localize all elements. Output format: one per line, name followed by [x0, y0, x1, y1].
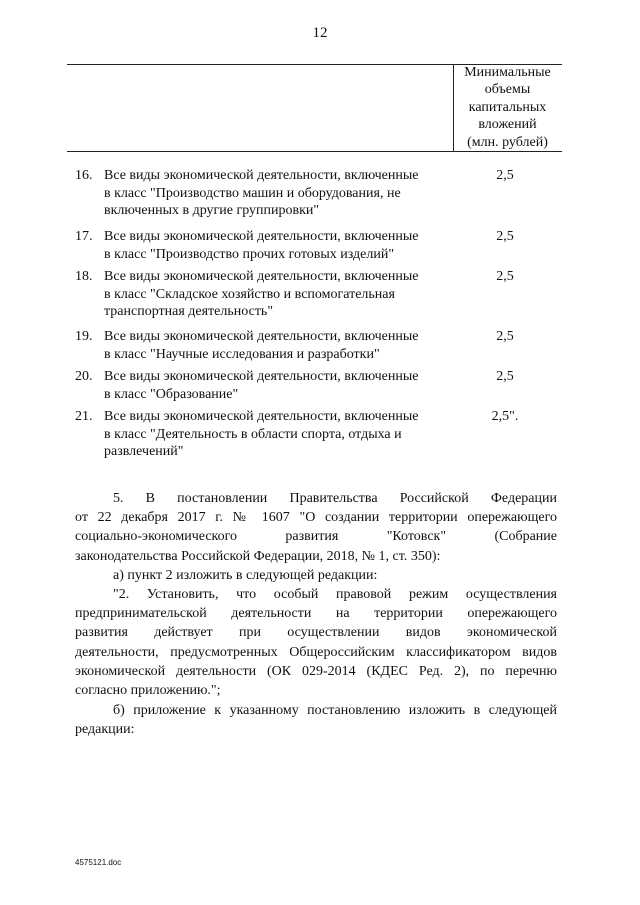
row-value: 2,5 — [496, 269, 514, 284]
row-value: 2,5 — [496, 329, 514, 344]
row-number: 16. — [75, 168, 93, 183]
row-description: Все виды экономической деятельности, включенные в класс "Образование" — [104, 369, 419, 402]
row-number: 18. — [75, 269, 93, 284]
quoted-point-2: "2. Установить, что особый правовой режим осуществления предпринимательской деятельности на территории опережающего развития действует при осуществлении видов экономической деятельности, предусмотренных Общероссийским классификатором видов экономической деятельности (ОК 029-2014 (КДЕС Ред. 2), по перечню согласно приложению."; — [75, 587, 557, 699]
paragraph-5: 5. В постановлении Правительства Российской Федерации от 22 декабря 2017 г. № 1607 "О создании территории опережающего социально-экономического развития "Котовск" (Собрание законодательства Российской Федерации, 2018, № 1, ст. 350): — [75, 491, 557, 564]
document-id: 4575121.doc — [75, 858, 122, 867]
row-description: Все виды экономической деятельности, включенные в класс "Производство прочих готовых изделий" — [104, 229, 419, 262]
row-value: 2,5 — [496, 168, 514, 183]
row-description: Все виды экономической деятельности, включенные в класс "Деятельность в области спорта, отдыха и развлечений" — [104, 409, 419, 459]
row-description: Все виды экономической деятельности, включенные в класс "Производство машин и оборудования, не включенных в другие группировки" — [104, 168, 419, 218]
page-number: 12 — [312, 25, 328, 41]
row-value: 2,5". — [491, 409, 519, 424]
row-number: 21. — [75, 409, 93, 424]
row-value: 2,5 — [496, 369, 514, 384]
table-header-rule — [67, 151, 562, 152]
row-number: 20. — [75, 369, 93, 384]
row-description: Все виды экономической деятельности, включенные в класс "Складское хозяйство и вспомогательная транспортная деятельность" — [104, 269, 419, 319]
column-header-min-investment: Минимальные объемы капитальных вложений (млн. рублей) — [464, 65, 551, 150]
row-description: Все виды экономической деятельности, включенные в класс "Научные исследования и разработки" — [104, 329, 419, 362]
row-number: 19. — [75, 329, 93, 344]
row-value: 2,5 — [496, 229, 514, 244]
subparagraph-b: б) приложение к указанному постановлению изложить в следующей редакции: — [75, 703, 557, 738]
subparagraph-a: а) пункт 2 изложить в следующей редакции: — [113, 568, 378, 583]
row-number: 17. — [75, 229, 93, 244]
